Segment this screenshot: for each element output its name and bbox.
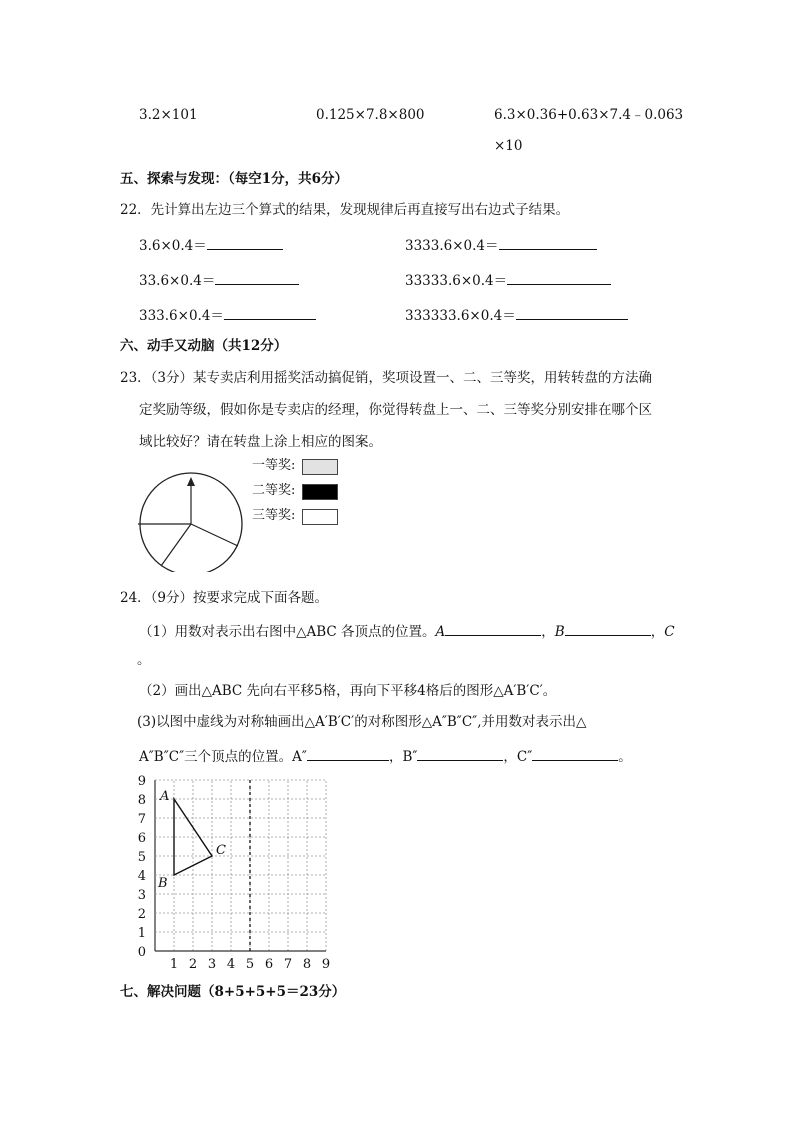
calc-expression-2: 0.125×7.8×800 [316, 107, 425, 123]
answer-blank[interactable] [565, 621, 651, 636]
answer-blank[interactable] [207, 235, 283, 250]
section6-title: 六、动手又动脑（共12分） [120, 338, 288, 354]
y-tick-label: 4 [137, 869, 146, 884]
x-tick-label: 4 [226, 957, 236, 970]
answer-blank[interactable] [417, 746, 503, 761]
y-tick-label: 7 [137, 812, 146, 827]
x-tick-label: 5 [245, 957, 255, 970]
y-tick-label: 9 [137, 774, 146, 789]
vertex-label-b: B [158, 876, 168, 891]
answer-blank[interactable] [516, 305, 628, 320]
label-b2: B″ [402, 749, 418, 765]
q24-part3-line2: A″B″C″三个顶点的位置。A″ ，B″ ，C″ 。 [139, 746, 632, 765]
answer-blank[interactable] [507, 270, 611, 285]
calc-expression-1: 3.2×101 [139, 107, 198, 123]
label-a: A [435, 624, 446, 640]
q23-line2: 定奖励等级，假如你是专卖店的经理，你觉得转盘上一、二、三等奖分别安排在哪个区 [139, 402, 652, 418]
answer-blank[interactable] [215, 270, 299, 285]
answer-blank[interactable] [532, 746, 618, 761]
y-tick-label: 0 [137, 945, 146, 960]
q24-part1: （1）用数对表示出右图中△ABC 各顶点的位置。A ，B ，C [139, 621, 675, 640]
answer-blank[interactable] [307, 746, 389, 761]
triangle-abc [157, 789, 226, 891]
x-tick-label: 6 [264, 957, 274, 970]
legend-swatch-third [302, 509, 338, 525]
q22-right-3 [405, 305, 628, 324]
vertex-label-a: A [160, 789, 170, 804]
q23-line1: 23．（3分）某专卖店利用摇奖活动搞促销，奖项设置一、二、三等奖，用转转盘的方法确 [120, 370, 653, 386]
answer-blank[interactable] [224, 305, 316, 320]
q24-part3-text: A″B″C″三个顶点的位置。 [139, 749, 293, 765]
label-c2: C″ [516, 749, 533, 765]
label-c: C [664, 624, 675, 640]
legend-swatch-second [302, 484, 338, 500]
q24-part2: （2）画出△ABC 先向右平移5格，再向下平移4格后的图形△A′B′C′。 [139, 683, 557, 699]
q24-stem: 24．（9分）按要求完成下面各题。 [120, 590, 329, 606]
section7-title: 七、解决问题（8+5+5+5＝23分） [120, 984, 346, 1000]
x-tick-label: 3 [207, 957, 217, 970]
x-tick-label: 8 [302, 957, 312, 970]
x-tick-label: 1 [169, 957, 179, 970]
label-b: B [554, 624, 565, 640]
y-tick-label: 5 [137, 850, 146, 865]
q22-right-3-expr: 333333.6×0.4＝ [405, 308, 516, 324]
answer-blank[interactable] [499, 235, 597, 250]
x-tick-label: 2 [188, 957, 198, 970]
legend-label: 一等奖: [252, 458, 296, 473]
calc-expression-3-continued: ×10 [494, 138, 523, 154]
q22-right-1-expr: 3333.6×0.4＝ [405, 238, 499, 254]
q22-left-2-expr: 33.6×0.4＝ [139, 273, 216, 289]
coordinate-grid[interactable] [128, 770, 338, 970]
y-tick-label: 6 [137, 831, 146, 846]
vertex-label-c: C [216, 843, 226, 858]
q22-left-3-expr: 333.6×0.4＝ [139, 308, 224, 324]
legend-label: 三等奖: [252, 508, 296, 523]
calc-expression-3: 6.3×0.36+0.63×7.4﹣0.063 [494, 107, 684, 123]
q22-left-2 [139, 270, 299, 289]
y-tick-label: 1 [137, 926, 146, 941]
x-tick-label: 9 [321, 957, 331, 970]
legend-item-second [252, 483, 295, 499]
y-tick-label: 3 [137, 888, 146, 903]
legend-swatch-first [302, 459, 338, 475]
section5-title: 五、探索与发现：（每空1分，共6分） [120, 171, 349, 187]
q24-part3-end: 。 [618, 749, 632, 765]
q24-part1-text: （1）用数对表示出右图中△ABC 各顶点的位置。 [139, 624, 436, 640]
x-tick-label: 7 [283, 957, 293, 970]
legend-item-third [252, 508, 295, 524]
q22-right-1 [405, 235, 597, 254]
legend-label: 二等奖: [252, 483, 296, 498]
q22-left-1-expr: 3.6×0.4＝ [139, 238, 207, 254]
y-tick-label: 2 [137, 907, 146, 922]
legend-item-first [252, 458, 295, 474]
q22-right-2 [405, 270, 611, 289]
q22-left-1 [139, 235, 283, 254]
q23-line3: 域比较好？请在转盘上涂上相应的图案。 [139, 434, 382, 450]
y-tick-label: 8 [137, 793, 146, 808]
q22-right-2-expr: 33333.6×0.4＝ [405, 273, 508, 289]
grid-lines [155, 780, 326, 951]
q22-stem: 22．先计算出左边三个算式的结果，发现规律后再直接写出右边式子结果。 [120, 202, 570, 218]
q24-part3-line1: (3)以图中虚线为对称轴画出△A′B′C′的对称图形△A″B″C″,并用数对表示出△ [137, 714, 587, 730]
label-a2: A″ [292, 749, 307, 765]
q22-left-3 [139, 305, 316, 324]
answer-blank[interactable] [445, 621, 541, 636]
prize-spinner[interactable] [135, 468, 247, 572]
q24-part1-end: 。 [137, 652, 151, 668]
